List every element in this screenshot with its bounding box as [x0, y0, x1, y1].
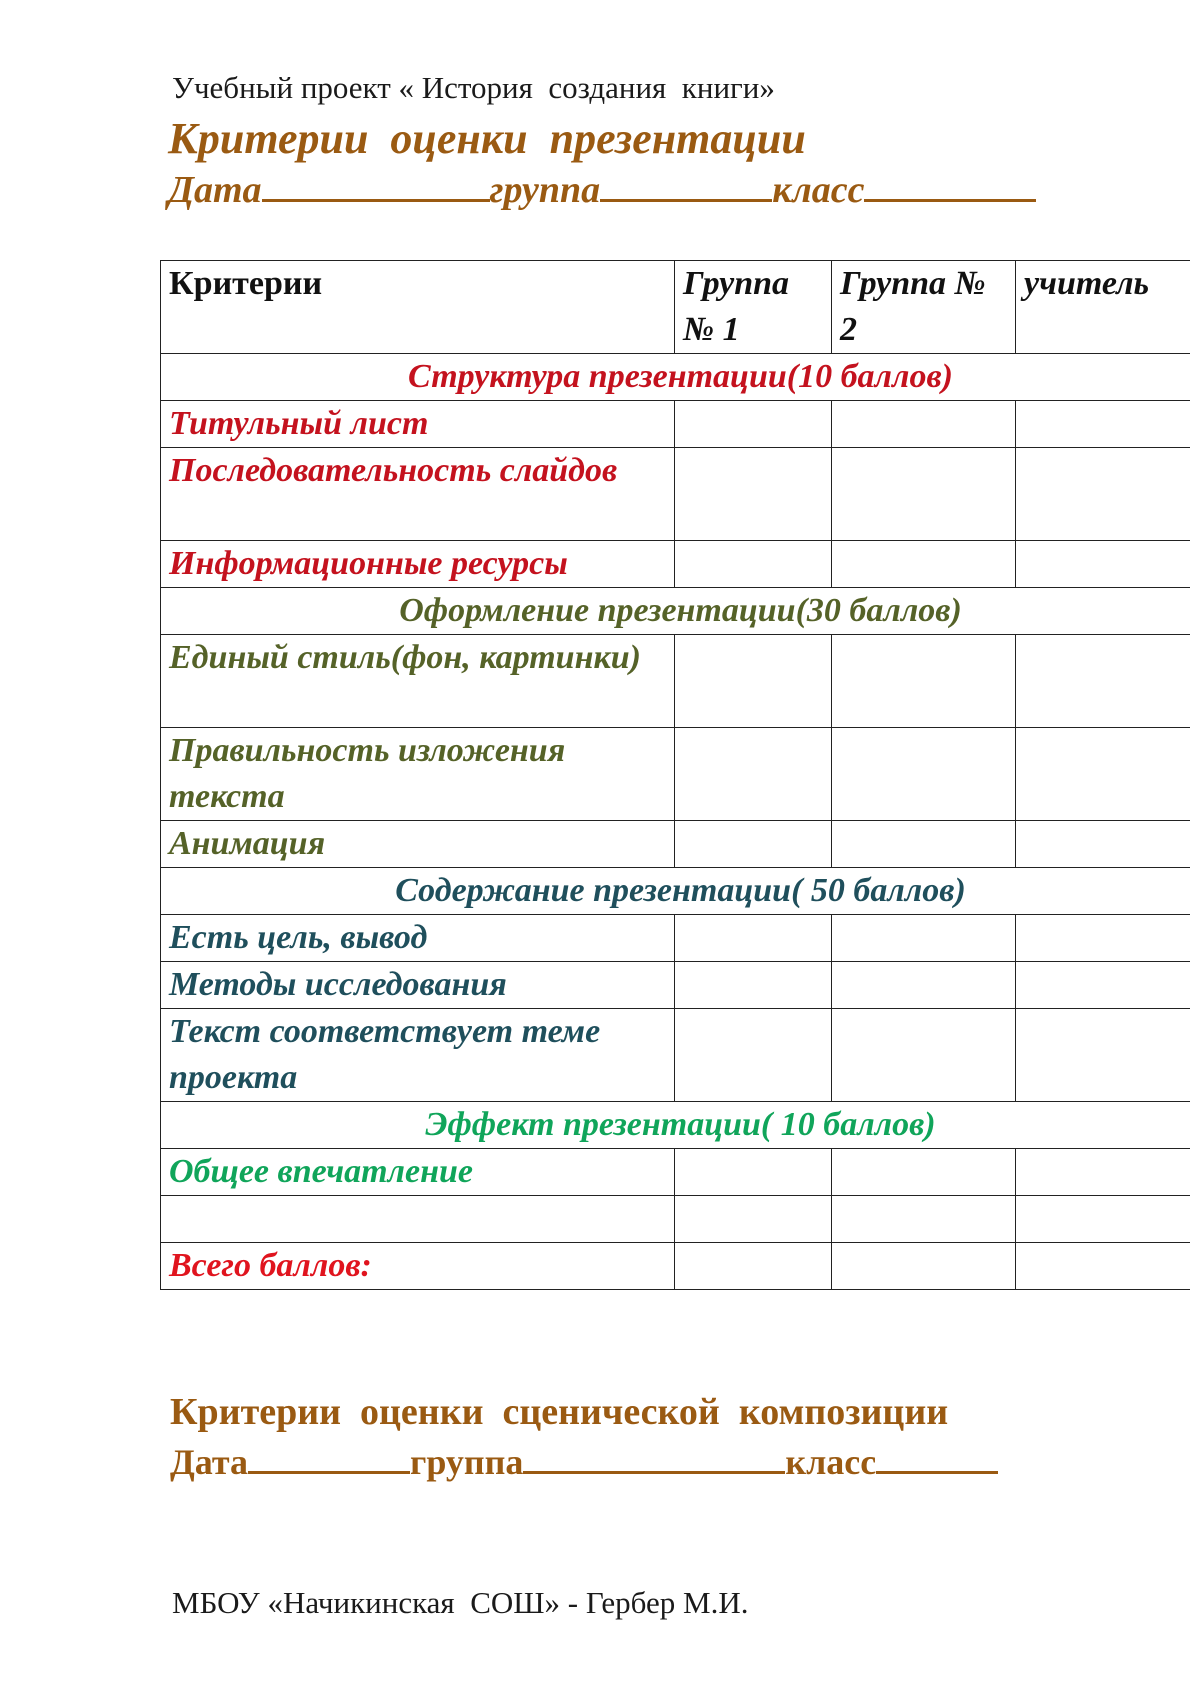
score-cell-teacher[interactable]	[1016, 962, 1190, 1009]
score-cell-teacher[interactable]	[1016, 401, 1190, 448]
score-cell-teacher[interactable]	[1016, 1196, 1190, 1243]
score-cell-group-1[interactable]	[675, 1149, 832, 1196]
criterion-title-page: Титульный лист	[161, 401, 675, 448]
section-design: Оформление презентации(30 баллов)	[161, 588, 1190, 635]
footer-school: МБОУ «Начикинская СОШ» - Гербер М.И.	[172, 1585, 749, 1620]
score-cell-group-1[interactable]	[675, 401, 832, 448]
criterion-goal-conclusion: Есть цель, вывод	[161, 915, 675, 962]
score-cell-group-1[interactable]	[675, 915, 832, 962]
score-cell-group-1[interactable]	[675, 1196, 832, 1243]
total-cell-teacher[interactable]	[1016, 1243, 1190, 1290]
table-row	[161, 448, 1190, 541]
group-blank[interactable]	[523, 1441, 785, 1474]
score-cell-group-2[interactable]	[832, 401, 1016, 448]
score-cell-group-2[interactable]	[832, 962, 1016, 1009]
score-cell-group-1[interactable]	[675, 728, 832, 821]
criterion-animation: Анимация	[161, 821, 675, 868]
stage-date-line	[170, 1441, 998, 1483]
stage-composition-title: Критерии оценки сценической композиции	[170, 1391, 949, 1433]
score-cell-group-2[interactable]	[832, 728, 1016, 821]
date-blank[interactable]	[248, 1441, 410, 1474]
score-cell-group-1[interactable]	[675, 635, 832, 728]
header-group-1: Группа № 1	[675, 261, 832, 354]
criterion-slide-order: Последовательность слайдов	[161, 448, 675, 541]
score-cell-group-1[interactable]	[675, 1009, 832, 1102]
score-cell-teacher[interactable]	[1016, 1149, 1190, 1196]
score-cell-teacher[interactable]	[1016, 541, 1190, 588]
class-blank[interactable]	[864, 169, 1036, 202]
total-row	[161, 1243, 1190, 1290]
score-cell-group-1[interactable]	[675, 962, 832, 1009]
section-row	[161, 868, 1190, 915]
criteria-table	[160, 260, 1190, 1290]
total-label: Всего баллов:	[161, 1243, 675, 1290]
score-cell-group-2[interactable]	[832, 1149, 1016, 1196]
score-cell-group-2[interactable]	[832, 448, 1016, 541]
section-row	[161, 354, 1190, 401]
score-cell-teacher[interactable]	[1016, 635, 1190, 728]
class-label: класс	[772, 169, 865, 211]
section-row	[161, 1102, 1190, 1149]
table-row	[161, 541, 1190, 588]
group-blank[interactable]	[600, 169, 772, 202]
class-blank[interactable]	[876, 1441, 998, 1474]
table-row	[161, 635, 1190, 728]
total-cell-group-1[interactable]	[675, 1243, 832, 1290]
score-cell-group-2[interactable]	[832, 541, 1016, 588]
header-group-2: Группа № 2	[832, 261, 1016, 354]
header-teacher: учитель	[1016, 261, 1190, 354]
section-content: Содержание презентации( 50 баллов)	[161, 868, 1190, 915]
criterion-text-correctness: Правильность изложения текста	[161, 728, 675, 821]
table-row	[161, 728, 1190, 821]
project-line: Учебный проект « История создания книги»	[172, 70, 775, 105]
table-header-row	[161, 261, 1190, 354]
section-row	[161, 588, 1190, 635]
score-cell-group-1[interactable]	[675, 541, 832, 588]
score-cell-teacher[interactable]	[1016, 821, 1190, 868]
score-cell-teacher[interactable]	[1016, 1009, 1190, 1102]
date-label: Дата	[168, 169, 262, 211]
criterion-info-resources: Информационные ресурсы	[161, 541, 675, 588]
score-cell-group-2[interactable]	[832, 1009, 1016, 1102]
score-cell-group-1[interactable]	[675, 448, 832, 541]
group-label: группа	[489, 169, 601, 211]
table-row	[161, 401, 1190, 448]
criterion-text-matches-topic: Текст соответствует теме проекта	[161, 1009, 675, 1102]
group-label: группа	[409, 1442, 524, 1482]
score-cell-teacher[interactable]	[1016, 728, 1190, 821]
date-label: Дата	[170, 1442, 248, 1482]
score-cell-teacher[interactable]	[1016, 448, 1190, 541]
section-structure: Структура презентации(10 баллов)	[161, 354, 1190, 401]
criterion-unified-style: Единый стиль(фон, картинки)	[161, 635, 675, 728]
score-cell-group-2[interactable]	[832, 635, 1016, 728]
class-label: класс	[785, 1442, 877, 1482]
date-blank[interactable]	[262, 169, 490, 202]
score-cell-group-2[interactable]	[832, 915, 1016, 962]
score-cell-teacher[interactable]	[1016, 915, 1190, 962]
table-row	[161, 1009, 1190, 1102]
score-cell-group-1[interactable]	[675, 821, 832, 868]
table-row	[161, 1196, 1190, 1243]
table-row	[161, 1149, 1190, 1196]
criterion-overall-impression: Общее впечатление	[161, 1149, 675, 1196]
table-row	[161, 915, 1190, 962]
total-cell-group-2[interactable]	[832, 1243, 1016, 1290]
presentation-date-line	[168, 168, 1036, 212]
score-cell-group-2[interactable]	[832, 821, 1016, 868]
score-cell-group-2[interactable]	[832, 1196, 1016, 1243]
presentation-criteria-title: Критерии оценки презентации	[168, 114, 806, 163]
table-row	[161, 962, 1190, 1009]
header-criteria: Критерии	[161, 261, 675, 354]
table-row	[161, 821, 1190, 868]
criterion-research-methods: Методы исследования	[161, 962, 675, 1009]
criterion-empty[interactable]	[161, 1196, 675, 1243]
section-effect: Эффект презентации( 10 баллов)	[161, 1102, 1190, 1149]
